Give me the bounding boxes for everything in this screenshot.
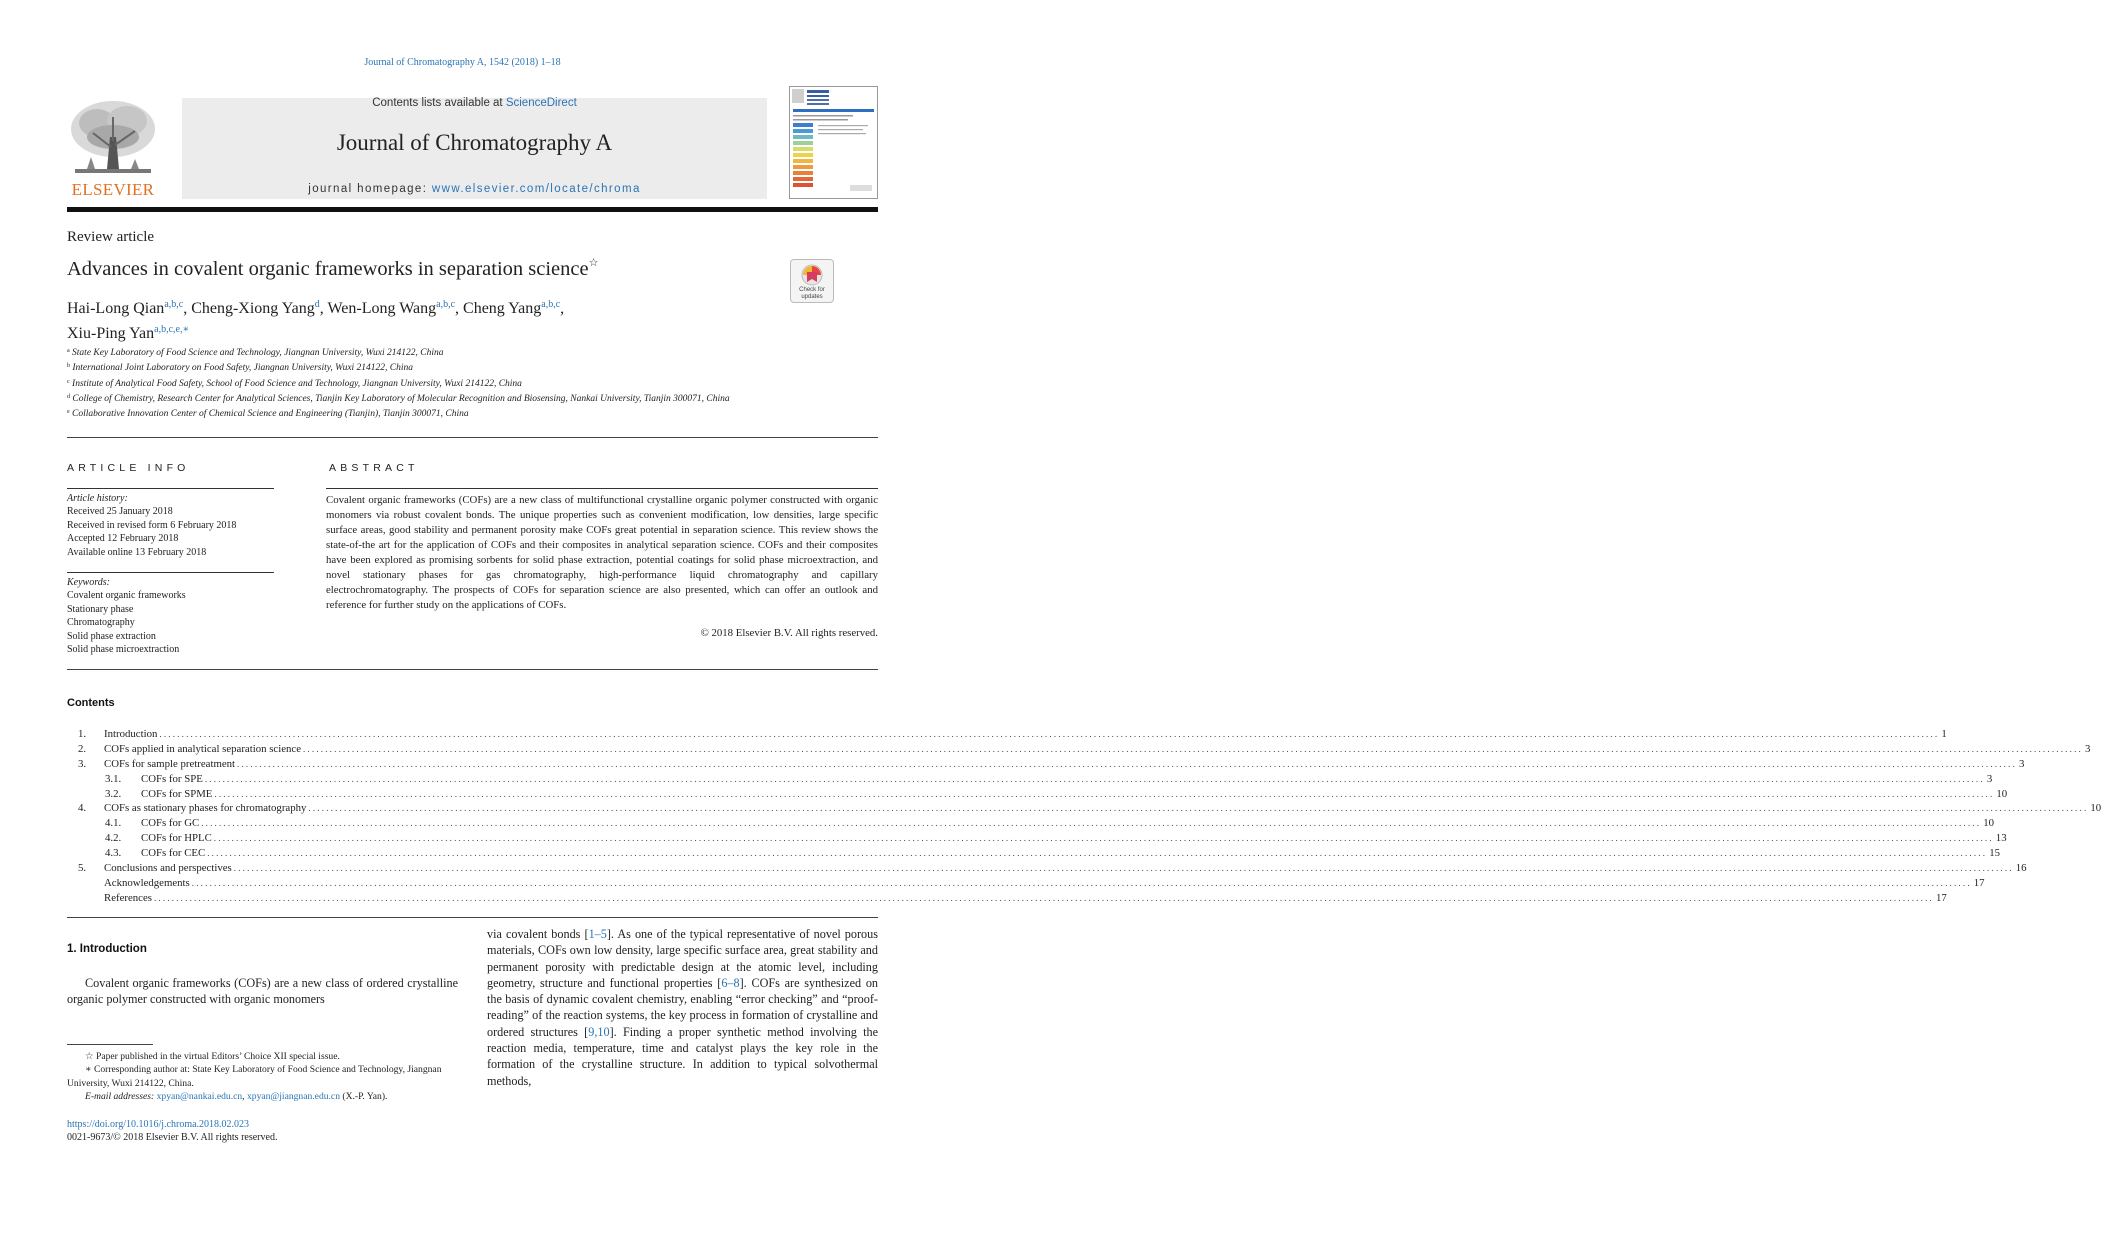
- author-affiliation-marks[interactable]: a,b,c: [541, 299, 561, 310]
- author-name[interactable]: Wen-Long Wang: [327, 300, 437, 317]
- toc-entry-title[interactable]: COFs as stationary phases for chromatography: [104, 802, 307, 815]
- affiliation-text: International Joint Laboratory on Food Safety, Jiangnan University, Wuxi 214122, China: [72, 363, 414, 374]
- email-link-nankai[interactable]: xpyan@nankai.edu.cn: [156, 1091, 243, 1103]
- email-suffix: (X.-P. Yan).: [340, 1091, 388, 1103]
- article-history: [67, 492, 274, 559]
- footnote-emails: [67, 1090, 458, 1103]
- toc-leader-dots: ................................................................................................................................................................................................................................................................................................................................................................................................................: [308, 803, 2089, 814]
- toc-entry[interactable]: [67, 891, 1947, 906]
- email-label: E-mail addresses:: [85, 1091, 155, 1103]
- intro-text-part: ]. Finding a proper synthetic method involving the reaction media, temperature, time and catalyst plays the key role in the formation of the crystalline structure. In addition to typical solvothermal methods,: [487, 1024, 878, 1088]
- toc-entry-page: 3: [2019, 757, 2025, 770]
- author-name[interactable]: Cheng Yang: [463, 300, 542, 317]
- toc-leader-dots: ................................................................................................................................................................................................................................................................................................................................................................................................................: [237, 758, 2018, 769]
- email-link-jiangnan[interactable]: xpyan@jiangnan.edu.cn: [246, 1091, 340, 1103]
- footnote-rule: [67, 1044, 153, 1045]
- toc-entry-number: 4.3.: [105, 847, 122, 860]
- reference-link[interactable]: 1–5: [588, 927, 607, 941]
- author-affiliation-marks[interactable]: a,b,c: [164, 299, 184, 310]
- affiliations-divider: [67, 437, 878, 438]
- keywords-label: Keywords:: [67, 577, 110, 588]
- introduction-heading: 1. Introduction: [67, 943, 147, 955]
- toc-leader-dots: ................................................................................................................................................................................................................................................................................................................................................................................................................: [207, 848, 1988, 859]
- elsevier-wordmark: ELSEVIER: [71, 180, 155, 199]
- toc-entry[interactable]: [67, 772, 1993, 787]
- toc-leader-dots: ................................................................................................................................................................................................................................................................................................................................................................................................................: [191, 877, 1972, 888]
- affiliation-key: d: [67, 393, 70, 400]
- contents-prefix: Contents lists available at: [372, 97, 506, 109]
- toc-entry-page: 16: [2015, 862, 2027, 875]
- toc-entry-title[interactable]: References: [104, 891, 152, 904]
- toc-entry-title[interactable]: Acknowledgements: [104, 876, 190, 889]
- doi-link[interactable]: https://doi.org/10.1016/j.chroma.2018.02.023: [67, 1119, 250, 1130]
- title-footnote-mark[interactable]: ☆: [588, 257, 599, 269]
- abstract-divider: [67, 669, 878, 670]
- toc-entry-page: 17: [1935, 891, 1947, 904]
- toc-leader-dots: ................................................................................................................................................................................................................................................................................................................................................................................................................: [214, 788, 1995, 799]
- history-received: Received 25 January 2018: [67, 506, 173, 518]
- toc-leader-dots: ................................................................................................................................................................................................................................................................................................................................................................................................................: [153, 892, 1934, 903]
- keyword-item: Stationary phase: [67, 603, 134, 615]
- journal-homepage-line: [182, 183, 767, 195]
- author-name[interactable]: Hai-Long Qian: [67, 300, 165, 317]
- author-name[interactable]: Xiu-Ping Yan: [67, 325, 155, 342]
- author-affiliation-marks[interactable]: a,b,c: [436, 299, 456, 310]
- toc-entry-title[interactable]: Conclusions and perspectives: [104, 862, 232, 875]
- toc-leader-dots: ................................................................................................................................................................................................................................................................................................................................................................................................................: [159, 729, 1940, 739]
- affiliation-item: [67, 360, 787, 375]
- author-affiliation-marks[interactable]: a,b,c,e,∗: [154, 324, 190, 335]
- affiliation-list: [67, 345, 787, 421]
- author-separator: ,: [455, 300, 464, 317]
- toc-entry[interactable]: [67, 816, 1994, 831]
- toc-entry[interactable]: [67, 801, 2101, 816]
- affiliation-text: Institute of Analytical Food Safety, School of Food Science and Technology, Jiangnan University, Wuxi 214122, China: [72, 378, 522, 389]
- toc-entry-page: 15: [1989, 847, 2000, 860]
- toc-entry-title[interactable]: COFs for HPLC: [141, 832, 212, 845]
- article-title: [67, 256, 598, 281]
- journal-cover-thumbnail[interactable]: [789, 86, 878, 199]
- history-accepted: Accepted 12 February 2018: [67, 533, 179, 545]
- cover-image: [790, 87, 877, 198]
- toc-entry-number: 3.1.: [105, 772, 122, 785]
- issn-copyright: 0021-9673/© 2018 Elsevier B.V. All rights reserved.: [67, 1132, 278, 1143]
- intro-text-part: via covalent bonds [: [487, 927, 589, 941]
- keyword-item: Covalent organic frameworks: [67, 590, 186, 602]
- article-info-heading: ARTICLE INFO: [67, 462, 190, 474]
- toc-entry[interactable]: [67, 757, 2025, 772]
- check-for-updates-badge[interactable]: [790, 259, 834, 303]
- intro-text-part: ]. COFs are synthesized on the basis of dynamic covalent chemistry, enabling “error checking” and “proof-reading” of the reaction systems, the key process in formation of crystalline and ordered structures [: [487, 975, 879, 1039]
- toc-entry-number: 1.: [78, 728, 87, 740]
- toc-entry[interactable]: [67, 742, 2091, 757]
- affiliation-key: c: [67, 378, 70, 385]
- journal-citation[interactable]: Journal of Chromatography A, 1542 (2018) 1–18: [364, 57, 561, 68]
- toc-entry-number: 5.: [78, 862, 87, 875]
- affiliation-item: [67, 376, 787, 391]
- article-type: Review article: [67, 229, 155, 245]
- history-revised: Received in revised form 6 February 2018: [67, 519, 237, 531]
- toc-entry-page: 10: [1983, 817, 1994, 830]
- toc-leader-dots: ................................................................................................................................................................................................................................................................................................................................................................................................................: [201, 818, 1982, 829]
- toc-entry-number: 3.: [78, 757, 87, 770]
- footnote-corr-text: Corresponding author at: State Key Laboratory of Food Science and Technology, Jiangnan University, Wuxi 214122, China.: [67, 1064, 442, 1089]
- toc-entry-page: 3: [2084, 742, 2091, 755]
- toc-entry[interactable]: [67, 831, 2007, 846]
- keywords-block: [67, 576, 274, 656]
- affiliation-key: a: [67, 348, 70, 354]
- footnote-star: [67, 1050, 458, 1063]
- header-divider: [67, 207, 878, 212]
- toc-entry-title[interactable]: COFs for sample pretreatment: [104, 757, 236, 770]
- reference-link[interactable]: 6–8: [721, 975, 740, 990]
- author-name[interactable]: Cheng-Xiong Yang: [191, 300, 315, 317]
- toc-leader-dots: ................................................................................................................................................................................................................................................................................................................................................................................................................: [213, 833, 1994, 844]
- toc-entry-title[interactable]: COFs for CEC: [141, 847, 206, 860]
- toc-entry-title[interactable]: Introduction: [104, 728, 158, 740]
- affiliation-item: [67, 345, 787, 360]
- contents-availability-line: [182, 97, 767, 109]
- homepage-link[interactable]: www.elsevier.com/locate/chroma: [431, 183, 641, 195]
- toc-entry-title[interactable]: COFs for SPE: [141, 772, 203, 785]
- affiliation-text: Collaborative Innovation Center of Chemical Science and Engineering (Tianjin), Tianjin 300071, China: [72, 409, 469, 420]
- toc-leader-dots: ................................................................................................................................................................................................................................................................................................................................................................................................................: [302, 743, 2083, 754]
- author-separator: ,: [183, 300, 192, 317]
- author-separator: ,: [560, 300, 565, 317]
- article-info-rule: [67, 488, 274, 489]
- toc-entry-page: 10: [2090, 802, 2101, 815]
- footnote-corr-mark: ∗: [85, 1064, 92, 1076]
- contents-title: Contents: [67, 697, 115, 709]
- toc-leader-dots: ................................................................................................................................................................................................................................................................................................................................................................................................................: [233, 863, 2014, 874]
- author-affiliation-marks[interactable]: d: [314, 299, 320, 310]
- contents-divider: [67, 917, 878, 918]
- toc-entry-page: 10: [1996, 787, 2008, 800]
- toc-entry-title[interactable]: COFs applied in analytical separation science: [104, 742, 301, 755]
- toc-entry[interactable]: [67, 727, 1947, 742]
- affiliation-text: State Key Laboratory of Food Science and Technology, Jiangnan University, Wuxi 214122, China: [72, 348, 444, 358]
- toc-entry[interactable]: [67, 846, 2000, 861]
- sciencedirect-link[interactable]: ScienceDirect: [505, 97, 577, 109]
- journal-title[interactable]: Journal of Chromatography A: [336, 130, 613, 155]
- email-separator: ,: [242, 1091, 247, 1103]
- affiliation-item: [67, 406, 787, 421]
- toc-entry-number: 4.: [78, 802, 87, 815]
- keyword-item: Solid phase microextraction: [67, 644, 180, 656]
- keywords-rule: [67, 572, 274, 573]
- abstract-rule: [326, 488, 878, 489]
- footnote-corresponding: [67, 1063, 458, 1090]
- author-separator: ,: [319, 300, 328, 317]
- affiliation-text: College of Chemistry, Research Center for Analytical Sciences, Tianjin Key Laboratory of Molecular Recognition and Biosensing, Nankai University, Tianjin 300071, China: [72, 393, 730, 404]
- toc-entry-number: 3.2.: [105, 787, 122, 800]
- author-list: [67, 294, 767, 344]
- check-updates-label: Check for updates: [799, 287, 825, 300]
- footnote-star-mark: ☆: [85, 1051, 94, 1062]
- footnote-star-text: Paper published in the virtual Editors’ Choice XII special issue.: [96, 1051, 340, 1062]
- affiliation-item: [67, 391, 787, 406]
- homepage-prefix: journal homepage:: [308, 183, 432, 195]
- toc-entry[interactable]: [67, 861, 2027, 876]
- tree-icon: [67, 97, 159, 179]
- toc-entry-page: 3: [1986, 772, 1993, 785]
- affiliation-key: e: [67, 409, 70, 416]
- intro-text-part: ]. As one of the typical representative of novel porous materials, COFs own low density, large specific surface area, great stability and permanent porosity with predictable design at the atomic level, including geometry, structure and functional properties [: [487, 927, 878, 990]
- abstract-heading: ABSTRACT: [329, 462, 419, 474]
- toc-entry-page: 13: [1995, 832, 2007, 845]
- introduction-paragraph-left: Covalent organic frameworks (COFs) are a new class of ordered crystalline organic polymer constructed with organic monomers: [67, 976, 458, 1007]
- toc-entry[interactable]: [67, 876, 1985, 891]
- history-online: Available online 13 February 2018: [67, 546, 207, 558]
- abstract-text: Covalent organic frameworks (COFs) are a new class of multifunctional crystalline organic polymer constructed with organic monomers via robust covalent bonds. The unique properties such as convenient modification, low densities, large specific surface areas, good stability and permanent porosity make COFs great potential in separation science. This review shows the state-of-the art for the application of COFs and their composites in analytical separation science. COFs and their composites have been explored as promising sorbents for solid phase extraction, potential coatings for solid phase microextraction, and novel stationary phases for gas chromatography, high-performance liquid chromatography and capillary electrochromatography. The prospects of COFs for separation science are also presented, which can offer an outlook and reference for further study on the applications of COFs.: [326, 494, 878, 611]
- reference-link[interactable]: 9,10: [588, 1024, 610, 1039]
- toc-entry-number: 4.2.: [105, 832, 122, 845]
- article-history-label: Article history:: [67, 493, 128, 504]
- article-title-text: Advances in covalent organic frameworks in separation science: [67, 258, 589, 280]
- toc-entry-page: 1: [1941, 728, 1947, 740]
- abstract-copyright: © 2018 Elsevier B.V. All rights reserved.: [700, 627, 878, 639]
- toc-entry-number: 4.1.: [105, 817, 122, 830]
- toc-entry-title[interactable]: COFs for GC: [141, 817, 200, 830]
- toc-entry-number: 2.: [78, 742, 87, 755]
- introduction-paragraph-right: [487, 926, 878, 1089]
- toc-entry[interactable]: [67, 787, 2008, 802]
- table-of-contents: [67, 727, 2101, 906]
- keyword-item: Chromatography: [67, 617, 135, 629]
- keyword-item: Solid phase extraction: [67, 630, 156, 642]
- toc-entry-page: 17: [1973, 876, 1985, 889]
- toc-leader-dots: ................................................................................................................................................................................................................................................................................................................................................................................................................: [204, 773, 1985, 784]
- toc-entry-title[interactable]: COFs for SPME: [141, 787, 213, 800]
- affiliation-key: b: [67, 363, 70, 370]
- footnotes: [67, 1050, 458, 1104]
